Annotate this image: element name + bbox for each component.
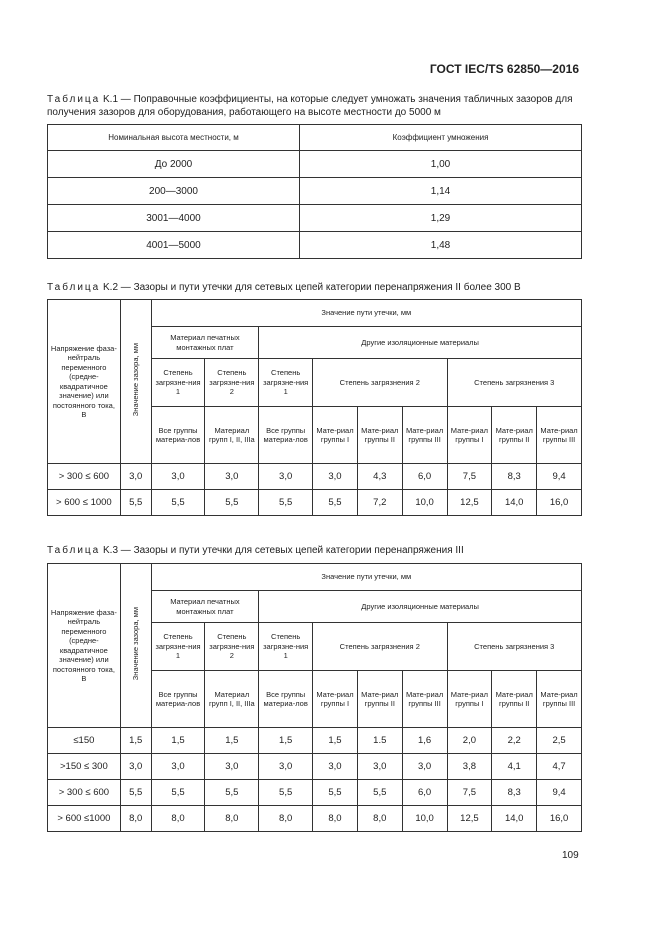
k3-cell: 1.5 bbox=[357, 728, 402, 754]
k3-cell: > 300 ≤ 600 bbox=[48, 780, 121, 806]
k3-cell: 5,5 bbox=[259, 780, 313, 806]
table-row bbox=[48, 754, 582, 780]
k3-header-g2a: Мате-риал группы II bbox=[357, 671, 402, 728]
table-k1-label: Таблица bbox=[47, 94, 101, 105]
k3-cell: 3,8 bbox=[447, 754, 492, 780]
k2-cell: 9,4 bbox=[537, 464, 582, 490]
k2-header-clearance bbox=[120, 300, 151, 464]
k2-header-clearance-text: Значение зазора, мм bbox=[131, 343, 141, 417]
k2-cell: > 600 ≤ 1000 bbox=[48, 490, 121, 516]
k3-cell: 2,2 bbox=[492, 728, 537, 754]
k3-cell: 5,5 bbox=[205, 780, 259, 806]
k3-header-clearance-text: Значение зазора, мм bbox=[131, 607, 141, 681]
k2-header-voltage: Напряжение фаза-нейтраль переменного (средне-квадратичное значение) или постоянного тока, В bbox=[48, 300, 121, 464]
table-k1-caption-line1: K.1 — Поправочные коэффициенты, на которые следует умножать значения табличных зазоров для bbox=[103, 94, 573, 105]
table-row bbox=[48, 464, 582, 490]
table-row bbox=[48, 490, 582, 516]
k2-cell: 7,5 bbox=[447, 464, 492, 490]
k2-header-pd1a: Степень загрязне-ния 1 bbox=[151, 359, 205, 407]
k3-header-mat123: Материал групп I, II, IIIa bbox=[205, 671, 259, 728]
k3-cell: 3,0 bbox=[151, 754, 205, 780]
k3-header-g3b: Мате-риал группы III bbox=[537, 671, 582, 728]
k3-header-g1a: Мате-риал группы I bbox=[313, 671, 358, 728]
k3-header-creepage: Значение пути утечки, мм bbox=[151, 564, 581, 591]
k3-cell: 2,0 bbox=[447, 728, 492, 754]
k3-header-all1: Все группы материа-лов bbox=[151, 671, 205, 728]
k2-header-other: Другие изоляционные материалы bbox=[259, 327, 582, 359]
table-k3 bbox=[47, 563, 582, 832]
k2-header-pd3: Степень загрязнения 3 bbox=[447, 359, 582, 407]
table-row bbox=[48, 151, 582, 178]
k3-header-pd1a: Степень загрязне-ния 1 bbox=[151, 623, 205, 671]
k2-cell: 8,3 bbox=[492, 464, 537, 490]
table-k2 bbox=[47, 299, 582, 516]
k1-height: 200—3000 bbox=[48, 178, 300, 205]
k2-cell: 3,0 bbox=[259, 464, 313, 490]
k1-height: 3001—4000 bbox=[48, 205, 300, 232]
k2-cell: 10,0 bbox=[402, 490, 447, 516]
k2-cell: 5,5 bbox=[205, 490, 259, 516]
k3-cell: 8,0 bbox=[120, 806, 151, 832]
k3-cell: 3,0 bbox=[402, 754, 447, 780]
k2-cell: 5,5 bbox=[120, 490, 151, 516]
k3-cell: 8,0 bbox=[357, 806, 402, 832]
table-row bbox=[48, 232, 582, 259]
k2-cell: 16,0 bbox=[537, 490, 582, 516]
k3-header-pd3: Степень загрязнения 3 bbox=[447, 623, 582, 671]
k3-cell: 10,0 bbox=[402, 806, 447, 832]
k3-header-pd2a: Степень загрязне-ния 2 bbox=[205, 623, 259, 671]
k3-cell: 5,5 bbox=[357, 780, 402, 806]
k2-cell: 3,0 bbox=[313, 464, 358, 490]
table-k3-caption-text: K.3 — Зазоры и пути утечки для сетевых цепей категории перенапряжения III bbox=[103, 545, 464, 556]
k3-cell: ≤150 bbox=[48, 728, 121, 754]
table-k1-caption-line2: получения зазоров для оборудования, работающего на высоте местности до 5000 м bbox=[47, 107, 441, 118]
k3-cell: 8,0 bbox=[151, 806, 205, 832]
k1-height: 4001—5000 bbox=[48, 232, 300, 259]
page-number: 109 bbox=[562, 850, 579, 861]
k3-cell: 3,0 bbox=[205, 754, 259, 780]
k3-header-g1b: Мате-риал группы I bbox=[447, 671, 492, 728]
table-row bbox=[48, 728, 582, 754]
k3-cell: 7,5 bbox=[447, 780, 492, 806]
table-row bbox=[48, 178, 582, 205]
k3-cell: 1,5 bbox=[205, 728, 259, 754]
k3-cell: 5,5 bbox=[313, 780, 358, 806]
k3-cell: 9,4 bbox=[537, 780, 582, 806]
k2-cell: 5,5 bbox=[151, 490, 205, 516]
table-k1 bbox=[47, 124, 582, 259]
k2-cell: > 300 ≤ 600 bbox=[48, 464, 121, 490]
k3-header-pcb: Материал печатных монтажных плат bbox=[151, 591, 259, 623]
k2-header-g3b: Мате-риал группы III bbox=[537, 407, 582, 464]
k1-factor: 1,48 bbox=[300, 232, 582, 259]
k3-header-clearance bbox=[120, 564, 151, 728]
k3-cell: 1,6 bbox=[402, 728, 447, 754]
table-row bbox=[48, 205, 582, 232]
k3-cell: 16,0 bbox=[537, 806, 582, 832]
k3-cell: > 600 ≤1000 bbox=[48, 806, 121, 832]
k3-cell: 8,0 bbox=[259, 806, 313, 832]
k2-header-g3a: Мате-риал группы III bbox=[402, 407, 447, 464]
table-k2-label: Таблица bbox=[47, 282, 101, 293]
k2-header-mat123: Материал групп I, II, IIIa bbox=[205, 407, 259, 464]
k2-cell: 3,0 bbox=[151, 464, 205, 490]
k3-header-g3a: Мате-риал группы III bbox=[402, 671, 447, 728]
k3-cell: 12,5 bbox=[447, 806, 492, 832]
k3-cell: 3,0 bbox=[120, 754, 151, 780]
k3-cell: 1,5 bbox=[151, 728, 205, 754]
k1-height: До 2000 bbox=[48, 151, 300, 178]
k2-cell: 3,0 bbox=[120, 464, 151, 490]
k2-header-g2a: Мате-риал группы II bbox=[357, 407, 402, 464]
k2-header-g1a: Мате-риал группы I bbox=[313, 407, 358, 464]
k3-cell: 2,5 bbox=[537, 728, 582, 754]
k3-header-all2: Все группы материа-лов bbox=[259, 671, 313, 728]
k2-cell: 5,5 bbox=[313, 490, 358, 516]
k2-header-all1: Все группы материа-лов bbox=[151, 407, 205, 464]
k3-header-g2b: Мате-риал группы II bbox=[492, 671, 537, 728]
k1-header-factor: Коэффициент умножения bbox=[300, 125, 582, 151]
k2-cell: 12,5 bbox=[447, 490, 492, 516]
k2-header-pcb: Материал печатных монтажных плат bbox=[151, 327, 259, 359]
k1-factor: 1,29 bbox=[300, 205, 582, 232]
k2-header-pd1b: Степень загрязне-ния 1 bbox=[259, 359, 313, 407]
k3-cell: 8,0 bbox=[313, 806, 358, 832]
k3-cell: 3,0 bbox=[259, 754, 313, 780]
k1-factor: 1,14 bbox=[300, 178, 582, 205]
k3-cell: >150 ≤ 300 bbox=[48, 754, 121, 780]
k2-header-g1b: Мате-риал группы I bbox=[447, 407, 492, 464]
k2-cell: 5,5 bbox=[259, 490, 313, 516]
table-row bbox=[48, 780, 582, 806]
k3-cell: 1,5 bbox=[259, 728, 313, 754]
k3-header-pd1b: Степень загрязне-ния 1 bbox=[259, 623, 313, 671]
k3-cell: 1,5 bbox=[313, 728, 358, 754]
k2-cell: 4,3 bbox=[357, 464, 402, 490]
table-k1-caption bbox=[47, 93, 573, 119]
k2-cell: 3,0 bbox=[205, 464, 259, 490]
k3-cell: 1,5 bbox=[120, 728, 151, 754]
k3-cell: 8,0 bbox=[205, 806, 259, 832]
k3-cell: 14,0 bbox=[492, 806, 537, 832]
k2-header-creepage: Значение пути утечки, мм bbox=[151, 300, 581, 327]
k3-header-other: Другие изоляционные материалы bbox=[259, 591, 582, 623]
k3-cell: 6,0 bbox=[402, 780, 447, 806]
table-k2-caption bbox=[47, 281, 521, 294]
table-k3-caption bbox=[47, 544, 464, 557]
k2-header-g2b: Мате-риал группы II bbox=[492, 407, 537, 464]
k1-header-height: Номинальная высота местности, м bbox=[48, 125, 300, 151]
table-k3-label: Таблица bbox=[47, 545, 101, 556]
k3-cell: 4,7 bbox=[537, 754, 582, 780]
k2-cell: 7,2 bbox=[357, 490, 402, 516]
k3-cell: 3,0 bbox=[313, 754, 358, 780]
table-row bbox=[48, 806, 582, 832]
k3-cell: 8,3 bbox=[492, 780, 537, 806]
k2-cell: 14,0 bbox=[492, 490, 537, 516]
k2-cell: 6,0 bbox=[402, 464, 447, 490]
k2-header-all2: Все группы материа-лов bbox=[259, 407, 313, 464]
k3-cell: 5,5 bbox=[151, 780, 205, 806]
k3-cell: 4,1 bbox=[492, 754, 537, 780]
k3-cell: 3,0 bbox=[357, 754, 402, 780]
k3-header-pd2b: Степень загрязнения 2 bbox=[313, 623, 447, 671]
document-header: ГОСТ IEC/TS 62850—2016 bbox=[429, 62, 579, 76]
k3-header-voltage: Напряжение фаза-нейтраль переменного (средне-квадратичное значение) или постоянного тока, В bbox=[48, 564, 121, 728]
k1-factor: 1,00 bbox=[300, 151, 582, 178]
k2-header-pd2a: Степень загрязне-ния 2 bbox=[205, 359, 259, 407]
k3-cell: 5,5 bbox=[120, 780, 151, 806]
table-k2-caption-text: K.2 — Зазоры и пути утечки для сетевых цепей категории перенапряжения II более 300 В bbox=[103, 282, 521, 293]
k2-header-pd2b: Степень загрязнения 2 bbox=[313, 359, 447, 407]
